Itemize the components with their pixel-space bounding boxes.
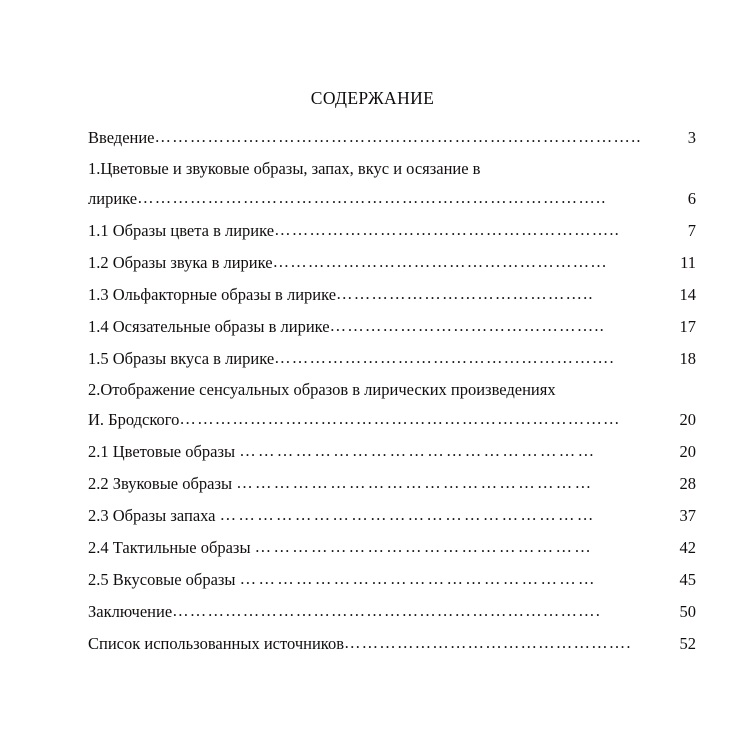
toc-entry[interactable] — [88, 532, 696, 564]
page-title: СОДЕРЖАНИЕ — [310, 88, 435, 108]
toc-entry-label: 2.4 Тактильные образы — [88, 538, 255, 557]
toc-entry[interactable] — [88, 215, 696, 247]
toc-entry[interactable] — [88, 596, 696, 628]
toc-dot-leader: ………………………………………………………………. — [172, 601, 602, 620]
toc-entry-label: Введение — [88, 128, 155, 147]
toc-page-number: 20 — [679, 410, 696, 429]
toc-dot-leader: ………………………………………………… — [272, 252, 608, 271]
toc-entry-label: 1.2 Образы звука в лирике — [88, 253, 273, 272]
toc-entry-continuation — [88, 404, 696, 436]
toc-page-number: 50 — [679, 602, 696, 621]
toc-dot-leader: ………………………………………………… — [236, 473, 594, 492]
toc-dot-leader: ……………………………………………… — [254, 537, 594, 556]
toc-list — [88, 122, 696, 660]
toc-page-number: 3 — [687, 128, 696, 147]
toc-entry-label: 1.5 Образы вкуса в лирике — [88, 349, 275, 368]
toc-entry[interactable] — [88, 279, 696, 311]
toc-dot-leader: ……………………………………………………………………….. — [154, 127, 642, 146]
toc-dot-leader: …………………………………….. — [336, 284, 594, 303]
toc-page-number: 11 — [680, 253, 696, 272]
toc-dot-leader: …………………………………………. — [344, 633, 632, 652]
toc-entry[interactable] — [88, 154, 696, 215]
toc-entry-label: 1.4 Осязательные образы в лирике — [88, 317, 330, 336]
toc-entry-label: 1.3 Ольфакторные образы в лирике — [88, 285, 337, 304]
toc-entry-label: Список использованных источников — [88, 634, 344, 653]
toc-entry-label-second-line: И. Бродского — [88, 410, 180, 429]
toc-page-number: 37 — [679, 506, 696, 525]
toc-page-number: 20 — [679, 442, 696, 461]
toc-page-number: 45 — [679, 570, 696, 589]
toc-dot-leader: ………………………………………………………………… — [179, 409, 621, 428]
toc-page-number: 28 — [679, 474, 696, 493]
toc-entry[interactable] — [88, 564, 696, 596]
toc-page-number: 7 — [687, 221, 696, 240]
toc-dot-leader: ………………………………………………….. — [274, 220, 620, 239]
toc-entry-label: 1.Цветовые и звуковые образы, запах, вкус и осязание в — [88, 159, 481, 178]
toc-page-number: 42 — [679, 538, 696, 557]
toc-entry-continuation — [88, 183, 696, 215]
toc-page-number: 14 — [679, 285, 696, 304]
toc-entry-label: 1.1 Образы цвета в лирике — [88, 221, 275, 240]
toc-entry-label-second-line: лирике — [88, 189, 138, 208]
toc-dot-leader: ……………………………………….. — [329, 316, 605, 335]
toc-dot-leader: ………………………………………………… — [239, 441, 597, 460]
toc-entry-label: 2.3 Образы запаха — [88, 506, 220, 525]
toc-entry[interactable] — [88, 500, 696, 532]
toc-entry[interactable] — [88, 468, 696, 500]
toc-page-number: 17 — [679, 317, 696, 336]
toc-dot-leader: …………………………………………………… — [219, 505, 596, 524]
toc-entry[interactable] — [88, 375, 696, 436]
toc-entry[interactable] — [88, 247, 696, 279]
toc-entry-label: 2.5 Вкусовые образы — [88, 570, 240, 589]
toc-entry-label: Заключение — [88, 602, 173, 621]
toc-entry-label: 2.1 Цветовые образы — [88, 442, 240, 461]
toc-entry[interactable] — [88, 343, 696, 375]
toc-entry[interactable] — [88, 311, 696, 343]
toc-page-number: 6 — [687, 189, 696, 208]
toc-entry[interactable] — [88, 628, 696, 660]
toc-entry-label: 2.Отображение сенсуальных образов в лирических произведениях — [88, 380, 556, 399]
toc-entry[interactable] — [88, 122, 696, 154]
toc-page-number: 52 — [679, 634, 696, 653]
toc-dot-leader: ………………………………………………… — [239, 569, 597, 588]
toc-dot-leader: …………………………………………………………………….. — [137, 188, 607, 207]
toc-entry-label: 2.2 Звуковые образы — [88, 474, 237, 493]
toc-dot-leader: …………………………………………………. — [274, 348, 615, 367]
toc-entry[interactable] — [88, 436, 696, 468]
toc-page-number: 18 — [679, 349, 696, 368]
